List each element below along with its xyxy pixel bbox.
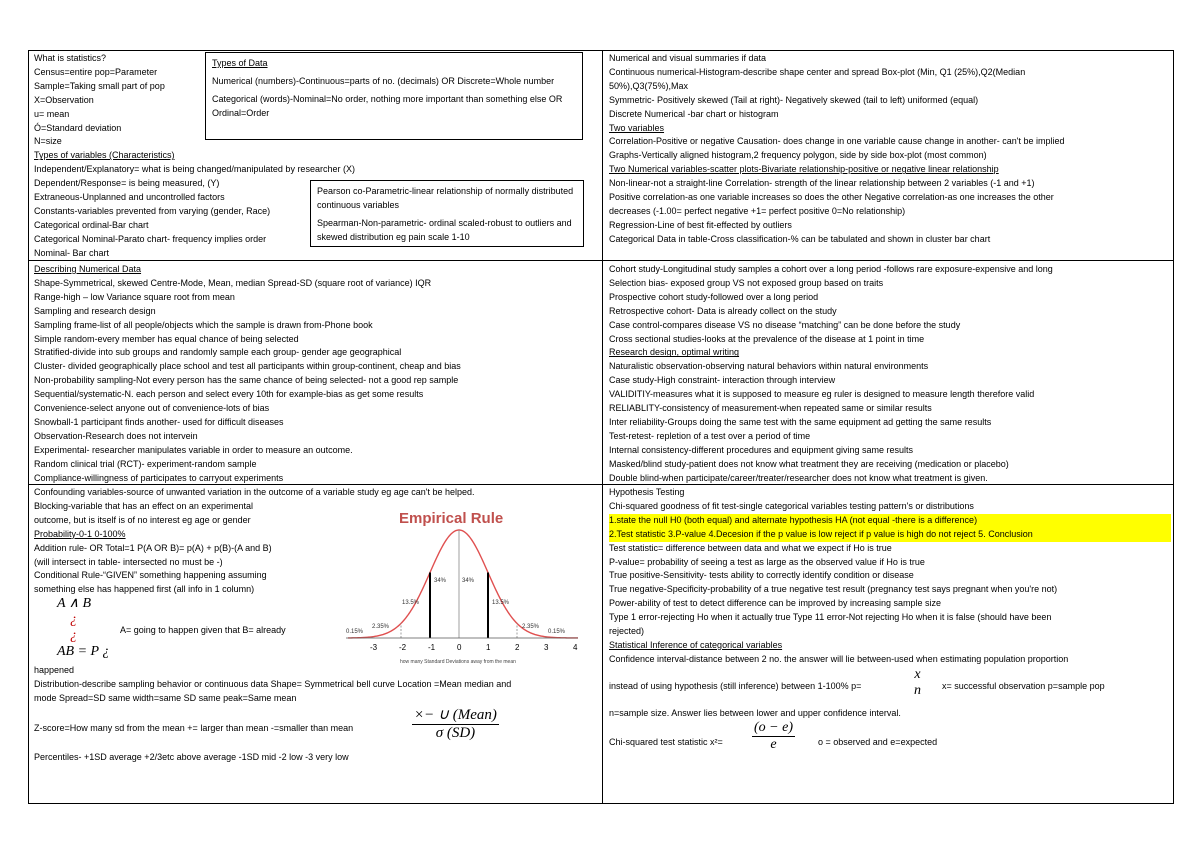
x-tick-label: 3 — [544, 643, 549, 652]
conditional-text: A= going to happen given that B= already — [120, 625, 286, 635]
x-tick-label: -3 — [370, 643, 378, 652]
x-tick-label: 2 — [515, 643, 520, 652]
ci-numerator: x — [914, 667, 921, 682]
text-line: Cluster- divided geographically place school and test all participants within group-continent, cheap and bias — [34, 361, 461, 372]
text-line: Selection bias- exposed group VS not exposed group based on traits — [609, 277, 884, 288]
text-line: Simple random-every member has equal chance of being selected — [34, 333, 299, 344]
cond-math-line-3: ¿ — [70, 628, 77, 643]
text-line: Observation-Research does not intervein — [34, 430, 198, 441]
text-line: Probability-0-1 0-100% — [34, 528, 126, 539]
text-line: Describing Numerical Data — [34, 264, 142, 274]
chart-caption: how many Standard Deviations away from the mean — [400, 659, 516, 665]
types-of-data-box — [205, 52, 583, 140]
text-line: Symmetric- Positively skewed (Tail at right)- Negatively skewed (tail to left) uniformed (equal) — [609, 94, 979, 105]
chi-denominator: e — [770, 737, 777, 752]
text-line: True positive-Sensitivity- tests ability to correctly identify condition or disease — [609, 570, 914, 581]
text-line: Sampling and research design — [34, 305, 156, 316]
chi-formula-text: Chi-squared test statistic x²= — [609, 737, 723, 747]
percent-label: 0.15% — [346, 629, 364, 635]
text-line: Categorical (words)-Nominal=No order, nothing more important than something else OR Ordinal=Order — [212, 94, 563, 118]
text-line: Census=entire pop=Parameter — [34, 66, 158, 77]
sd-lines — [372, 530, 546, 638]
x-tick-label: -1 — [428, 643, 436, 652]
text-line: Cohort study-Longitudinal study samples a cohort over a long period -follows rare exposure-expensive and long — [609, 264, 1053, 274]
text-line: Numerical and visual summaries if data — [609, 53, 767, 63]
text-line: Categorical Nominal-Parato chart- frequency implies order — [34, 233, 267, 244]
text-line: Correlation-Positive or negative Causation- does change in one variable cause change in another- can't be implied — [609, 136, 1065, 147]
text-line: N=size — [34, 136, 62, 147]
text-line: Two Numerical variables-scatter plots-Bivariate relationship-positive or negative linear relationship — [609, 164, 999, 175]
text-line: something else has happened first (all info in 1 column) — [34, 584, 255, 595]
text-line: Retrospective cohort- Data is already collect on the study — [609, 305, 837, 316]
text-line: outcome, but is itself is of no interest eg age or gender — [34, 514, 251, 525]
percentiles-text: Percentiles- +1SD average +2/3etc above average -1SD mid -2 low -3 very low — [34, 752, 349, 762]
text-line: P-value= probability of seeing a test as large as the observed value if Ho is true — [609, 556, 925, 567]
text-line: Power-ability of test to detect difference can be improved by increasing sample size — [609, 598, 942, 609]
text-line: Positive correlation-as one variable increases so does the other Negative correlation-as one increases the other — [609, 192, 1054, 203]
chi-fraction — [752, 720, 795, 753]
text-line: Extraneous-Unplanned and uncontrolled factors — [34, 192, 225, 203]
text-line: 1.state the null H0 (both equal) and alternate hypothesis HA (not equal -there is a difference) — [609, 514, 1171, 528]
text-line: Compliance-willingness of participates to carryout experiments — [34, 472, 284, 483]
text-line: Sampling frame-list of all people/objects which the sample is drawn from-Phone book — [34, 319, 373, 330]
empirical-rule-title: Empirical Rule — [399, 510, 504, 527]
text-line: Inter reliability-Groups doing the same test with the same equipment ad getting the same results — [609, 416, 992, 427]
zscore-text: Z-score=How many sd from the mean += larger than mean -=smaller than mean — [34, 723, 354, 733]
sampling-design-section — [34, 263, 600, 486]
text-line: Two variables — [609, 122, 665, 133]
x-tick-label: 4 — [573, 643, 578, 652]
text-line: Types of variables (Characteristics) — [34, 150, 175, 161]
text-line: Stratified-divide into sub groups and randomly sample each group- gender age geographical — [34, 347, 402, 358]
text-line: Addition rule- OR Total=1 P(A OR B)= p(A) + p(B)-(A and B) — [34, 542, 272, 553]
text-line: Case study-High constraint- interaction through interview — [609, 375, 836, 386]
percent-label: 34% — [434, 578, 447, 584]
text-line: Confounding variables-source of unwanted variation in the outcome of a variable study eg age can't be helped. — [34, 487, 475, 497]
text-line: RELIABLITY-consistency of measurement-when repeated same or similar results — [609, 403, 932, 414]
percent-label: 2.35% — [522, 624, 540, 630]
zscore-formula — [412, 705, 499, 742]
ci-fraction — [912, 667, 923, 699]
percent-label: 13.5% — [492, 600, 510, 606]
text-line: Categorical ordinal-Bar chart — [34, 219, 149, 230]
percent-label: 34% — [462, 578, 475, 584]
text-line: Experimental- researcher manipulates variable in order to measure an outcome. — [34, 444, 353, 455]
text-line: Masked/blind study-patient does not know what treatment they are receiving (medication or placebo) — [609, 458, 1009, 469]
text-line: Continuous numerical-Histogram-describe shape center and spread Box-plot (Min, Q1 (25%),Q2(Median — [609, 66, 1026, 77]
text-line: Discrete Numerical -bar chart or histogram — [609, 108, 779, 119]
text-line: Shape-Symmetrical, skewed Centre-Mode, Mean, median Spread-SD (square root of variance) IQR — [34, 277, 432, 288]
text-line: Constants-variables prevented from varying (gender, Race) — [34, 205, 271, 216]
text-line: Test-retest- repletion of a test over a period of time — [609, 430, 811, 441]
chi-legend-text: o = observed and e=expected — [818, 737, 938, 747]
text-line: Prospective cohort study-followed over a long period — [609, 291, 819, 302]
cond-math-line-4: AB = P ¿ — [57, 644, 110, 659]
text-line: Ó=Standard deviation — [34, 122, 122, 133]
x-tick-label: 0 — [457, 643, 462, 652]
text-line: Confidence interval-distance between 2 no. the answer will lie between-used when estimating population proportion — [609, 653, 1069, 664]
text-line: 50%),Q3(75%),Max — [609, 80, 689, 91]
text-line: Types of Data — [212, 58, 268, 68]
column-divider — [602, 50, 603, 804]
text-line: decreases (-1.00= perfect negative +1= perfect positive 0=No relationship) — [609, 205, 906, 216]
ci-formula-text: instead of using hypothesis (still inference) between 1-100% p= — [609, 681, 862, 691]
text-line: Pearson co-Parametric-linear relationship of normally distributed continuous variables — [317, 186, 574, 210]
correlation-types-box — [310, 180, 584, 247]
text-line: rejected) — [609, 626, 645, 637]
text-line: (will intersect in table- intersected no must be -) — [34, 556, 223, 567]
text-line: u= mean — [34, 108, 70, 119]
text-line: Sample=Taking small part of pop — [34, 80, 165, 91]
text-line: Snowball-1 participant finds another- used for difficult diseases — [34, 416, 284, 427]
text-line: Non-linear-not a straight-line Correlation- strength of the linear relationship between 2 variables (-1 and +1) — [609, 178, 1035, 189]
text-line: Convenience-select anyone out of convenience-lots of bias — [34, 403, 270, 414]
ci-denominator: n — [914, 683, 921, 698]
text-line: Cross sectional studies-looks at the prevalence of the disease at 1 point in time — [609, 333, 925, 344]
text-line: Type 1 error-rejecting Ho when it actually true Type 11 error-Not rejecting Ho when it is false (should have been — [609, 612, 1052, 623]
distribution-text: Distribution-describe sampling behavior or continuous data Shape= Symmetrical bell curve Location =Mean median and mode Spread=SD same width=same SD same peak=Same mean — [34, 679, 512, 703]
text-line: Random clinical trial (RCT)- experiment-random sample — [34, 458, 257, 469]
percent-label: 13.5% — [402, 600, 420, 606]
text-line: Hypothesis Testing — [609, 487, 685, 497]
text-line: X=Observation — [34, 94, 94, 105]
text-line: VALIDITIY-measures what it is supposed to measure eg ruler is designed to measure length therefore valid — [609, 389, 1035, 400]
text-line: Dependent/Response= is being measured, (Y) — [34, 178, 220, 189]
text-line: Categorical Data in table-Cross classification-% can be tabulated and shown in cluster bar chart — [609, 233, 991, 244]
numerical-summaries-section — [609, 52, 1171, 247]
text-line: Chi-squared goodness of fit test-single categorical variables testing pattern's or distributions — [609, 500, 974, 511]
text-line: Numerical (numbers)-Continuous=parts of no. (decimals) OR Discrete=Whole number — [212, 76, 555, 86]
text-line: Case control-compares disease VS no disease “matching” can be done before the study — [609, 319, 961, 330]
ci-sample-size-text: n=sample size. Answer lies between lower and upper confidence interval. — [609, 708, 901, 718]
cond-math-line-2: ¿ — [70, 612, 77, 627]
research-design-section — [609, 263, 1171, 486]
text-line: What is statistics? — [34, 53, 107, 63]
happened-text: happened — [34, 665, 75, 675]
x-tick-label: -2 — [399, 643, 407, 652]
text-line: Test statistic= difference between data and what we expect if Ho is true — [609, 542, 892, 553]
text-line: 2.Test statistic 3.P-value 4.Decesion if the p value is low reject if p value is high do not reject 5. Conclusion — [609, 528, 1171, 542]
cond-math-line-1: A ∧ B — [57, 596, 92, 611]
zscore-denominator: σ (SD) — [435, 725, 476, 741]
zscore-numerator: ×− ∪ (Mean) — [414, 707, 497, 723]
x-tick-label: 1 — [486, 643, 491, 652]
chi-numerator: (o − e) — [754, 720, 793, 735]
text-line: Spearman-Non-parametric- ordinal scaled-robust to outliers and skewed distribution eg pain scale 1-10 — [317, 218, 572, 242]
text-line: Sequential/systematic-N. each person and select every 10th for example-bias as get some results — [34, 389, 424, 400]
text-line: Research design, optimal writing — [609, 347, 740, 358]
hypothesis-testing-section — [609, 486, 1171, 667]
text-line: Regression-Line of best fit-effected by outliers — [609, 219, 792, 230]
text-line: Graphs-Vertically aligned histogram,2 frequency polygon, side by side box-plot (most common) — [609, 150, 987, 161]
text-line: Non-probability sampling-Not every person has the same chance of being selected- not a good rep sample — [34, 375, 459, 386]
text-line: Nominal- Bar chart — [34, 247, 110, 258]
text-line: Double blind-when participate/career/treater/researcher does not know what treatment is given. — [609, 472, 988, 483]
text-line: Conditional Rule-“GIVEN” something happening assuming — [34, 570, 267, 581]
percent-label: 0.15% — [548, 629, 566, 635]
text-line: Range-high – low Variance square root from mean — [34, 291, 235, 302]
text-line: Naturalistic observation-observing natural behaviors within natural environments — [609, 361, 929, 372]
percent-label: 2.35% — [372, 624, 390, 630]
text-line: Statistical Inference of categorical variables — [609, 639, 783, 650]
text-line: True negative-Specificity-probability of a true negative test result (pregnancy test says pregnant when you're not) — [609, 584, 1058, 595]
text-line: Independent/Explanatory= what is being changed/manipulated by researcher (X) — [34, 164, 355, 175]
ci-legend-text: x= successful observation p=sample pop — [942, 681, 1105, 691]
percent-labels — [346, 578, 566, 635]
empirical-rule-chart — [342, 505, 584, 667]
text-line: Blocking-variable that has an effect on an experimental — [34, 500, 253, 511]
x-tick-labels — [370, 643, 578, 652]
text-line: Internal consistency-different procedures and equipment giving same results — [609, 444, 914, 455]
conditional-formula — [57, 596, 109, 660]
